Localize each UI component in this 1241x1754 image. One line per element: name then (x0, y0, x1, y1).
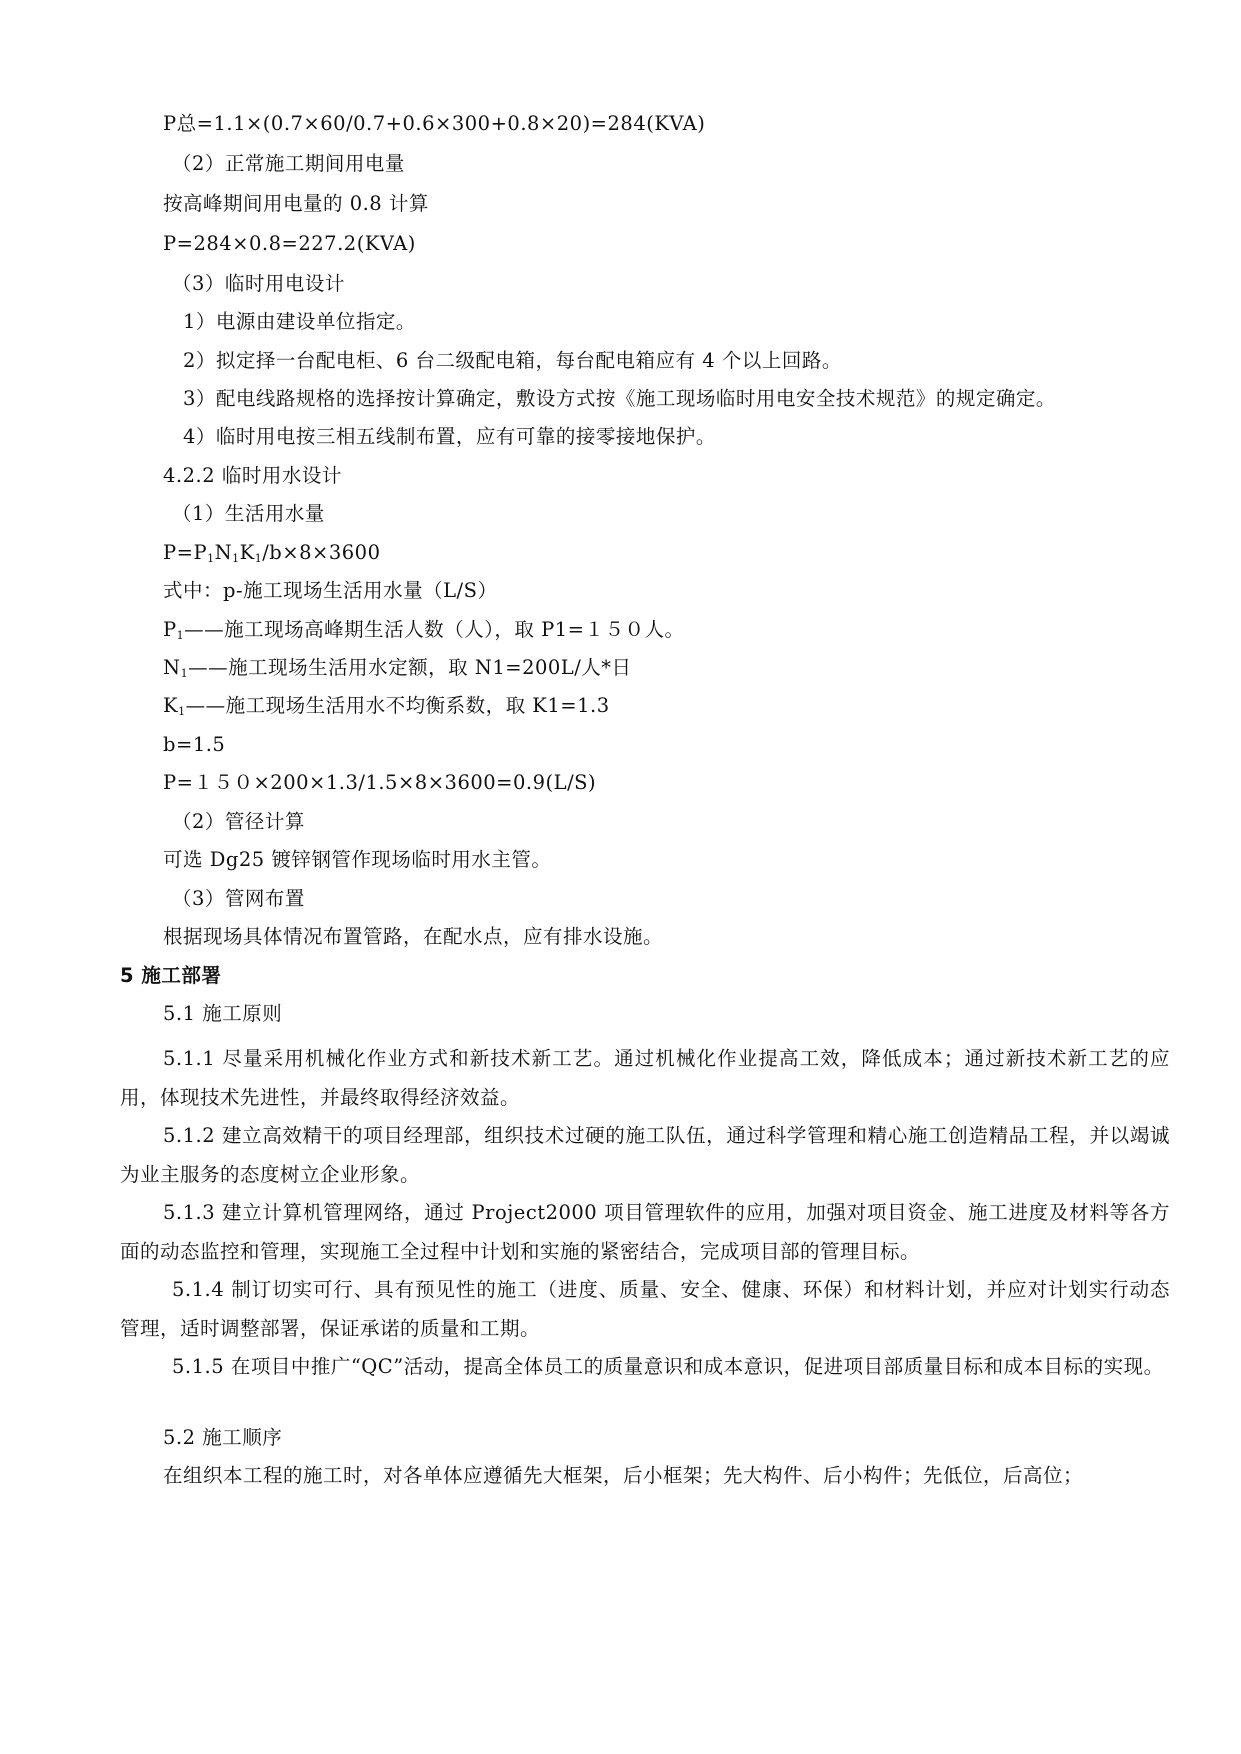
list-item: 4）临时用电按三相五线制布置，应有可靠的接零接地保护。 (183, 425, 716, 448)
paragraph-5-1-2: 5.1.2 建立高效精干的项目经理部，组织技术过硬的施工队伍，通过科学管理和精心施工创造精品工程，并以竭诚为业主服务的态度树立企业形象。 (120, 1124, 1170, 1186)
heading-pipe-network: （3）管网布置 (172, 887, 305, 910)
chapter-heading: 5 施工部署 (120, 964, 222, 987)
list-item: 2）拟定择一台配电柜、6 台二级配电箱，每台配电箱应有 4 个以上回路。 (183, 349, 842, 372)
variable-definition: $P_1——$施工现场高峰期生活人数（人），取 P1=１５０人。 (163, 618, 685, 642)
paragraph-5-1-3: 5.1.3 建立计算机管理网络，通过 Project2000 项目管理软件的应用，加强对项目资金、施工进度及材料等各方面的动态监控和管理，实现施工全过程中计划和实施的紧密结合，完成项目部的管理目标。 (120, 1201, 1170, 1263)
formula-water: $P=P_1N_1K_1/b\times 8\times 3600$ (163, 541, 381, 565)
text-line: 可选 Dg25 镀锌钢管作现场临时用水主管。 (163, 848, 552, 871)
paragraph-5-1-4: 5.1.4 制订切实可行、具有预见性的施工（进度、质量、安全、健康、环保）和材料计划，并应对计划实行动态管理，适时调整部署，保证承诺的质量和工期。 (120, 1278, 1170, 1340)
formula-p-normal: P=284×0.8=227.2(KVA) (163, 232, 416, 255)
variable-definition: $K_1——$施工现场生活用水不均衡系数，取 K1=1.3 (163, 694, 610, 718)
section-heading-water: 4.2.2 临时用水设计 (163, 464, 342, 487)
variable-definition: $N_1——$施工现场生活用水定额，取 N1=200L/人*日 (163, 656, 632, 680)
text-line: 在组织本工程的施工时，对各单体应遵循先大框架，后小框架；先大构件、后小构件；先低位，后高位； (163, 1464, 1084, 1487)
heading-temp-power-design: （3）临时用电设计 (172, 272, 345, 295)
list-item: 1）电源由建设单位指定。 (183, 310, 416, 333)
heading-pipe-diameter: （2）管径计算 (172, 810, 305, 833)
formula-water-result: P=１５０×200×1.3/1.5×8×3600=0.9(L/S) (163, 771, 597, 794)
text-line: 根据现场具体情况布置管路，在配水点，应有排水设施。 (163, 925, 664, 948)
paragraph-5-1-1: 5.1.1 尽量采用机械化作业方式和新技术新工艺。通过机械化作业提高工效，降低成本；通过新技术新工艺的应用，体现技术先进性，并最终取得经济效益。 (120, 1047, 1170, 1109)
heading-normal-power: （2）正常施工期间用电量 (172, 152, 405, 175)
section-heading: 5.1 施工原则 (163, 1002, 283, 1025)
text-line: 按高峰期间用电量的 0.8 计算 (163, 192, 429, 215)
heading-domestic-water: （1）生活用水量 (172, 502, 325, 525)
variable-definition: b=1.5 (163, 733, 226, 756)
paragraph-5-1-5: 5.1.5 在项目中推广“QC”活动，提高全体员工的质量意识和成本意识，促进项目部质量目标和成本目标的实现。 (172, 1355, 1164, 1378)
formula-p-total: P总=1.1×(0.7×60/0.7+0.6×300+0.8×20)=284(KVA) (163, 112, 706, 135)
list-item: 3）配电线路规格的选择按计算确定，敷设方式按《施工现场临时用电安全技术规范》的规定确定。 (183, 387, 1056, 410)
formula-legend: 式中：p-施工现场生活用水量（L/S） (163, 579, 498, 602)
section-heading: 5.2 施工顺序 (163, 1426, 283, 1449)
